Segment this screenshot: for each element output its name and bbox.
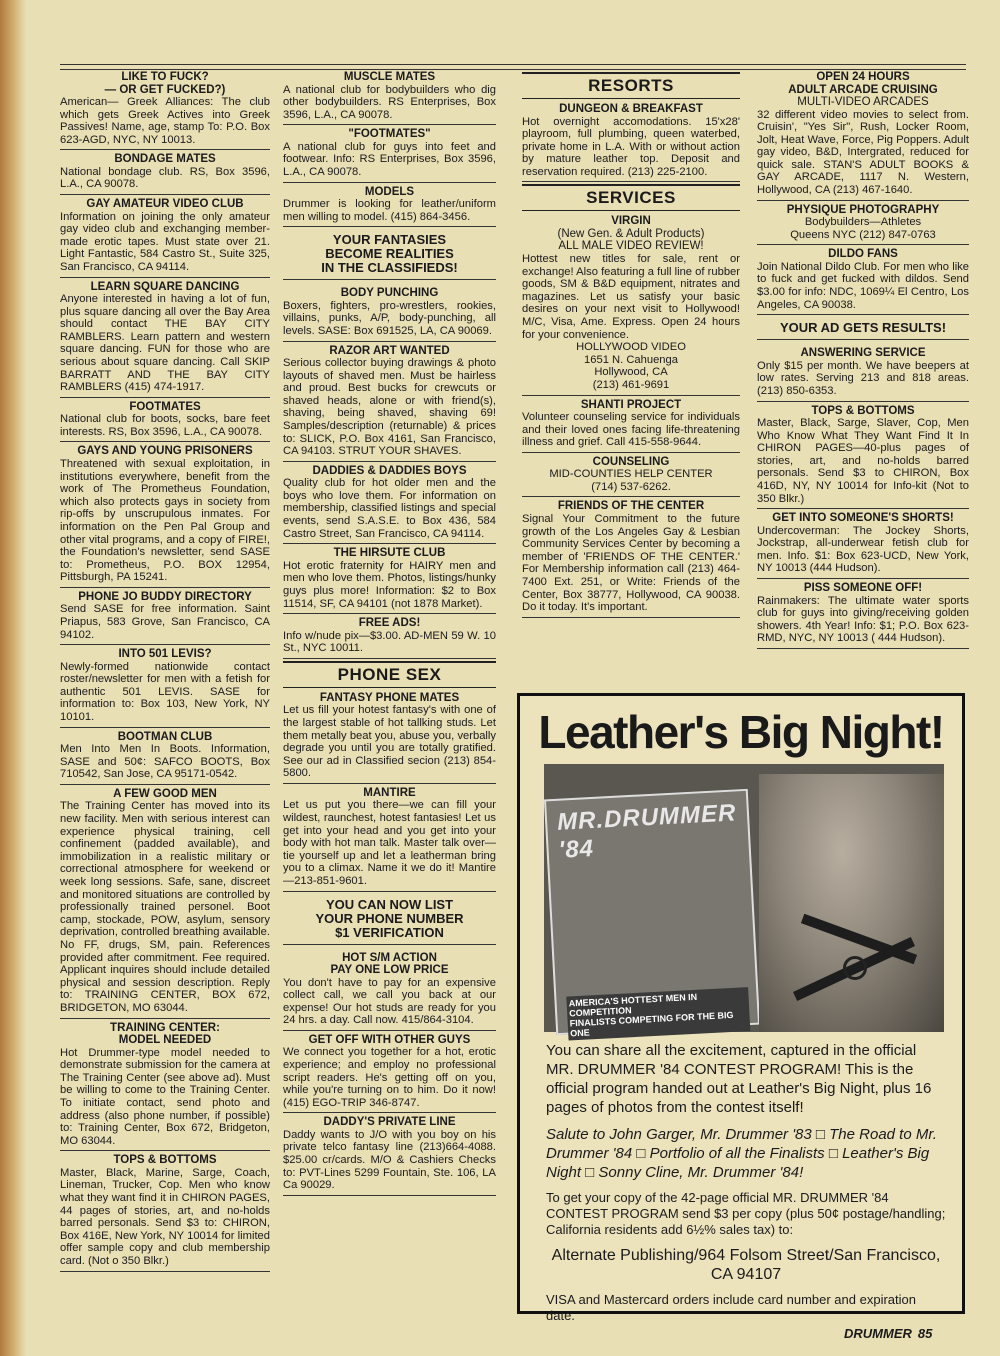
classified-ad (283, 286, 496, 341)
ad-title: LEARN SQUARE DANCING (90, 280, 240, 293)
ad-body: A national club for guys into feet and footwear. Info: RS Enterprises, Box 3596, L.A., CA 90078. (283, 140, 496, 178)
ad-title: THE HIRSUTE CLUB (333, 547, 446, 560)
ad-body: Undercoverman: The Jockey Shorts, Jockstrap, all-underwear fetish club for men. Info. $1: Box 623-UCD, New York, NY 10013 (444 Hudson). (757, 524, 969, 575)
ad-title: HOT S/M ACTION PAY ONE LOW PRICE (330, 951, 449, 977)
ad-body: Join National Dildo Club. For men who like to fuck and get fucked with dildos. Send $3.00 for info: NDC, 1069¼ El Centro, Los Angeles, CA 90038. (757, 260, 969, 311)
ad-title: TOPS & BOTTOMS (811, 404, 915, 417)
ad-body: National bondage club. RS, Box 3596, L.A., CA 90078. (60, 165, 270, 191)
classified-ad (522, 455, 740, 498)
ad-title: FRIENDS OF THE CENTER (557, 500, 705, 513)
ad-body: 32 different video movies to select from. Cruisin', "Yes Sir", Rush, Locker Room, Jolt, Heat Wave, Force, Pig Poppers. Adult gay video, B&D, Intergrated, reduced for quick sale. STAN'S ADULT BOOKS & GAY ARCADE, 1117 N. Western, Hollywood, CA (213) 467-1640. (757, 108, 969, 197)
ad-body: Hot erotic fraternity for HAIRY men and men who love them. Photos, listings/hunky guys plus more! Information: $2 to Box 11514, SF, CA 94101 (not 1878 Market). (283, 559, 496, 610)
classified-ad (522, 214, 740, 395)
ad-payment-info: VISA and Mastercard orders include card number and expiration date. (546, 1292, 916, 1323)
ad-title: GAYS AND YOUNG PRISONERS (77, 445, 253, 458)
ad-body: A national club for bodybuilders who dig other bodybuilders. RS Enterprises, Box 3596, L.A., CA 90078. (283, 83, 496, 121)
classified-ad (283, 616, 496, 659)
ad-body: The Training Center has moved into its new facility. Men with serious interest can experience physical training, cell confinement (padded available), and immobilization in a realistic military or correctional atmosphere for weekend or week long sessions. Safe, sane, discreet and monitored situations are controlled by professionally trained personel. Boot camp, stockade, POW, asylum, sensory deprivation, controlled breathing available. No FF, drugs, SM, pain. References provided after commitment. Fee required. Applicant inquires should include detailed physical and session description. Reply to: TRAINING CENTER, BOX 672, BRIDGETON, MO 63044. (60, 800, 270, 1014)
magazine-strip: AMERICA'S HOTTEST MEN IN COMPETITION FINALISTS COMPETING FOR THE BIG ONE (566, 987, 750, 1040)
ad-body: Hot overnight accomodations. 15'x28' playroom, full plumbing, queen waterbed, private home in L.A. With or without action by mature leather top. Deposit and reservation required. (213) 225-2100. (522, 115, 740, 178)
classified-ad (283, 127, 496, 182)
classified-ad (757, 70, 969, 201)
ad-contents-list: Salute to John Garger, Mr. Drummer '83 □ The Road to Mr. Drummer '84 □ Portfolio of all the Finalists □ Leather's Big Night □ Sonny Cline, Mr. Drummer '84! (546, 1126, 937, 1181)
magazine-title: MR.DRUMMER '84 (556, 799, 737, 864)
classified-ad (60, 730, 270, 785)
ad-title: FOOTMATES (129, 400, 201, 413)
classified-ad (283, 786, 496, 892)
classified-ad (283, 185, 496, 228)
ad-title: DILDO FANS (828, 248, 898, 261)
classified-ad (60, 1153, 270, 1271)
classified-ad (283, 344, 496, 462)
ad-body (546, 1041, 946, 1332)
ad-title: DADDIES & DADDIES BOYS (312, 464, 467, 477)
ad-body: Daddy wants to J/O with you boy on his private telco fantasy line (213)664-4088. $25.00 cr/cards. M/O & Cashiers Checks to: PVT-Lines 5299 Fountain, Ste. 106, LA Ca 90029. (283, 1128, 496, 1192)
ad-body: You don't have to pay for an expensive collect call, we call you back at our expense! Our hot studs are ready for you 24 hrs. a day. Call now. 415/864-3104. (283, 976, 496, 1027)
classified-ad (60, 70, 270, 150)
ad-title: BONDAGE MATES (114, 153, 216, 166)
ad-body: Volunteer counseling service for individuals and their loved ones facing life-threatening illness and grief. Call 415-558-9644. (522, 411, 740, 449)
ad-title: VIRGIN (611, 215, 651, 228)
ad-body: Info w/nude pix—$3.00. AD-MEN 59 W. 10 St., NYC 10011. (283, 629, 496, 655)
classified-ad (283, 464, 496, 544)
ad-body: Master, Black, Marine, Sarge, Coach, Lineman, Trucker, Cop. Men who know what they want find it in CHIRON PAGES, 44 pages of stories, art, and no-holds barred personals. Send $3 to: CHIRON, Box 416E, New York, NY 10014 for limited offer sample copy and club membership card. (Not o 350 Blkr.) (60, 1166, 270, 1267)
classified-ad (60, 152, 270, 195)
leathers-big-night-ad (517, 693, 965, 1323)
ad-body: Information on joining the only amateur gay video club and exchanging member-made erotic tapes. Must state over 21. Light Fantastic, 584 Castro St., Suite 325, San Francisco, CA 94114. (60, 210, 270, 273)
classified-ad (60, 197, 270, 277)
column-3 (522, 70, 740, 620)
ad-title: BOOTMAN CLUB (117, 730, 213, 743)
ad-body: Only $15 per month. We have beepers at low rates. Serving 213 and 818 areas. (213) 850-6353. (757, 359, 969, 397)
ad-subtitle: MULTI-VIDEO ARCADES (797, 96, 929, 108)
ad-title: SHANTI PROJECT (580, 398, 682, 411)
ad-body: Newly-formed nationwide contact roster/newsletter for men with a fetish for authentic 501 LEVIS. SASE for information to: Box 103, New York, NY 10101. (60, 660, 270, 724)
ad-body: Rainmakers: The ultimate water sports club for guys into giving/receiving golden showers. 4th Year! Info: $1; P.O. Box 623-RMD, NYC, NY 10013 ( 444 Hudson). (757, 594, 969, 645)
ad-title: OPEN 24 HOURS ADULT ARCADE CRUISING (788, 71, 938, 96)
ad-body: Master, Black, Sarge, Slaver, Cop, Men Who Know What They Want Find It In CHIRON PAGES—40-plus pages of stories, art, and no-holds barred personals. Send $3 to CHIRON, Box 416D, NY, NY 10014 for Info-kit (Not to 350 Blkr.) (757, 417, 969, 505)
ad-photo (544, 764, 944, 1039)
ad-paragraph-1: You can share all the excitement, captured in the official MR. DRUMMER '84 CONTEST PROGRAM! This is the official program handed out at Leather's Big Night, plus 16 pages of photos from the contest itself! (546, 1042, 932, 1116)
classified-ad (60, 647, 270, 727)
ad-body: Threatened with sexual exploitation, in institutions everywhere, benefit from the work of The Prometheus Foundation, which also protects gays in society from rip-offs by unscrupulous inmates. For information on the Pen Pal Group and other vital programs, and a copy of FIRE!, the Foundation's newsletter, send SASE to: Prometheus, P.O. BOX 12954, Pittsburgh, PA 15241. (60, 457, 270, 584)
ad-title: PISS SOMEONE OFF! (803, 582, 923, 595)
classified-ad (757, 247, 969, 315)
classified-ad (522, 102, 740, 182)
ad-title: TOPS & BOTTOMS (113, 1154, 217, 1167)
ad-title: BODY PUNCHING (340, 287, 439, 300)
ad-title: TRAINING CENTER: MODEL NEEDED (110, 1021, 220, 1047)
ad-title: FREE ADS! (358, 617, 421, 630)
section-resorts: RESORTS (522, 72, 740, 99)
classified-ad (522, 499, 740, 617)
ad-address: Bodybuilders—Athletes Queens NYC (212) 847-0763 (790, 216, 936, 241)
ad-address: MID-COUNTIES HELP CENTER (714) 537-6262. (549, 468, 713, 493)
ad-title: COUNSELING (592, 455, 670, 468)
ad-title: GET INTO SOMEONE'S SHORTS! (772, 512, 954, 525)
classified-ad (283, 70, 496, 125)
classified-ad (60, 590, 270, 645)
ad-headline: Leather's Big Night! (538, 706, 944, 758)
classified-ad (60, 1021, 270, 1152)
ad-title: GAY AMATEUR VIDEO CLUB (86, 198, 244, 211)
classified-ad (60, 787, 270, 1019)
classified-ad (283, 1033, 496, 1113)
ad-body: Quality club for hot older men and the boys who love them. For information on membership, classified listings and special events, send S.A.S.E. to Box 436, 584 Castro Street, San Francisco, CA 94114. (283, 477, 496, 540)
ad-body: Anyone interested in having a lot of fun, plus square dancing all over the Bay Area should contact THE BAY CITY RAMBLERS. Learn pattern and western square dancing. FUN for those who are serious about square dancing. Call SKIP BARRATT AND THE BAY CITY RAMBLERS (415) 474-1917. (60, 293, 270, 394)
ad-body: Hottest new titles for sale, rent or exchange! Also featuring a full line of rubber goods, SM & B&D equipment, nitrates and magazines. Let us satisfy your basic desires on your next visit to Hollywood! M/C, Visa, Ame. Express. Open 24 hours for your convenience. (522, 252, 740, 341)
classified-ad (60, 400, 270, 443)
ad-body: Let us fill your hotest fantasy's with one of the largest stable of hot tallking studs. Let them metally beat you, abuse you, verbally degrade you until you are totally gratified. See our ad in Classified secion (213) 854-5800. (283, 704, 496, 780)
classified-ad (60, 444, 270, 587)
ad-title: MANTIRE (363, 786, 416, 799)
magazine-name: DRUMMER (844, 1326, 912, 1341)
ad-body: Boxers, fighters, pro-wrestlers, rookies, villains, punks, A/P, body-punching, all levels. SASE: Box 691525, LA, CA 90069. (283, 299, 496, 337)
page-number: 85 (917, 1326, 933, 1341)
leatherman-photo (759, 774, 944, 1032)
page-gutter (0, 0, 26, 1356)
classified-ad (60, 280, 270, 398)
page-footer (838, 1326, 932, 1341)
ad-title: A FEW GOOD MEN (113, 787, 217, 800)
ad-body: Let us put you there—we can fill your wildest, raunchest, hotest fantasies! Let us get into your head and you get into your body with hot man talk. Master talk over—tie yourself up and let a leatherman bring you to a climax. Name it we do it! Mantire—213-851-9601. (283, 799, 496, 887)
ad-address-line-1: Alternate Publishing/964 Folsom Street/San Francisco, (551, 1247, 941, 1264)
section-phone-sex: PHONE SEX (283, 661, 496, 688)
ad-subtitle: (New Gen. & Adult Products) ALL MALE VIDEO REVIEW! (557, 227, 705, 253)
ad-body: Signal Your Commitment to the future growth of the Los Angeles Gay & Lesbian Community Services Center by becoming a member of 'FRIENDS OF THE CENTER.' For Membership information call (213) 464-7400 Ext. 251, or Write: Friends of the Center, Box 38777, Hollywood, CA 90038. Do it today. It's important. (522, 512, 740, 614)
classified-ad (757, 346, 969, 401)
classified-ad (283, 546, 496, 614)
ad-body: We connect you together for a hot, erotic experience; and employ no professional script readers. He's getting off on you, while you're turning on to him. Do it now! (415) EGO-TRIP 346-8747. (283, 1046, 496, 1109)
ad-title: FANTASY PHONE MATES (319, 691, 460, 704)
classified-ad (522, 398, 740, 453)
ad-body: Serious collector buying drawings & photo layouts of shaved men. Must be hairless and proud. Best bucks for crewcuts or shaved heads, alone or with friend(s), shaving, being shaved, shaving 69! Samples/description (returnable) & prices to: SLICK, P.O. Box 4161, San Francisco, CA 94103. STRUT YOUR SHAVES. (283, 357, 496, 458)
classified-ad (757, 404, 969, 510)
ad-title: MUSCLE MATES (343, 71, 436, 83)
ad-title: ANSWERING SERVICE (800, 347, 926, 360)
classified-ad (757, 203, 969, 246)
ad-address-line-2: CA 94107 (710, 1266, 782, 1283)
ad-body: American— Greek Alliances: The club which gets Greek Actives into Greek Passives! Name, age, stamp To: P.O. Box 623-AGD, NYC, NY 10013. (60, 96, 270, 146)
ad-body: National club for boots, socks, bare feet interests. RS, Box 3596, L.A., CA 90078. (60, 413, 270, 438)
promo-phone-number: YOU CAN NOW LIST YOUR PHONE NUMBER $1 VERIFICATION (283, 898, 496, 945)
ad-body: Drummer is looking for leather/uniform men willing to model. (415) 864-3456. (283, 198, 496, 223)
classified-ad (757, 511, 969, 579)
harness-ring (843, 956, 867, 980)
column-4 (757, 70, 969, 651)
column-1 (60, 70, 270, 1274)
classified-ad (283, 1115, 496, 1195)
ad-body: Men Into Men In Boots. Information, SASE and 50¢: SAFCO BOOTS, Box 710542, San Jose, CA 95171-0542. (60, 743, 270, 781)
ad-title: LIKE TO FUCK? — OR GET FUCKED?) (104, 71, 226, 96)
magazine-cover-image (544, 789, 760, 1039)
ad-address: HOLLYWOOD VIDEO 1651 N. Cahuenga Hollywood, CA (213) 461-9691 (576, 341, 686, 391)
ad-title: INTO 501 LEVIS? (118, 648, 212, 661)
ad-title: MODELS (364, 185, 415, 198)
ad-body: Hot Drummer-type model needed to demonstrate submission for the camera at The Training Center (see above ad). Must be willing to come to the Training Center. To initiate contact, send photo and address (also phone number, if possible) to: Training Center, Box 672, Bridgeton, MO 63044. (60, 1046, 270, 1147)
ad-title: RAZOR ART WANTED (329, 344, 450, 357)
column-2 (283, 70, 496, 1198)
ad-title: DADDY'S PRIVATE LINE (323, 1116, 456, 1129)
section-services: SERVICES (522, 184, 740, 211)
ad-title: PHONE JO BUDDY DIRECTORY (78, 590, 252, 603)
promo-results: YOUR AD GETS RESULTS! (757, 321, 969, 340)
classified-ad (283, 951, 496, 1031)
ad-title: GET OFF WITH OTHER GUYS (308, 1033, 471, 1046)
classified-ad (283, 691, 496, 784)
promo-fantasies: YOUR FANTASIES BECOME REALITIES IN THE CLASSIFIEDS! (283, 233, 496, 280)
ad-body: Send SASE for free information. Saint Priapus, 583 Grove, San Francisco, CA 94102. (60, 603, 270, 641)
ad-title: "FOOTMATES" (348, 128, 431, 141)
ad-title: DUNGEON & BREAKFAST (559, 103, 703, 115)
ad-title: PHYSIQUE PHOTOGRAPHY (786, 203, 940, 216)
classified-ad (757, 581, 969, 649)
ad-order-info: To get your copy of the 42-page official MR. DRUMMER '84 CONTEST PROGRAM send $3 per copy (plus 50¢ postage/handling; California residents add 6½% sales tax) to: (546, 1190, 946, 1237)
